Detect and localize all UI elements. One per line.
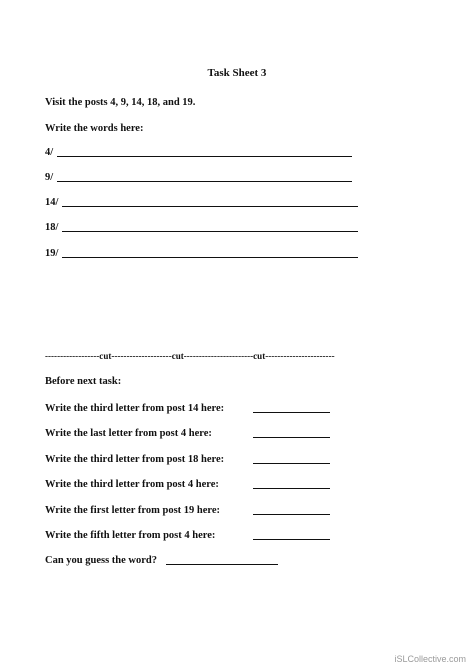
letter-task-text: Write the last letter from post 4 here: xyxy=(45,428,212,439)
letter-answer-line[interactable] xyxy=(253,539,330,540)
letter-task-text: Write the fifth letter from post 4 here: xyxy=(45,530,216,541)
post-number-label: 14/ xyxy=(45,197,59,208)
page-title: Task Sheet 3 xyxy=(207,67,267,79)
letter-answer-line[interactable] xyxy=(253,514,330,515)
before-next-task-label: Before next task: xyxy=(45,376,122,387)
visit-posts-instruction: Visit the posts 4, 9, 14, 18, and 19. xyxy=(45,97,196,108)
word-answer-line[interactable] xyxy=(62,206,358,207)
word-answer-line[interactable] xyxy=(62,257,358,258)
letter-task-text: Write the first letter from post 19 here: xyxy=(45,505,221,516)
word-answer-line[interactable] xyxy=(57,181,352,182)
post-number-label: 19/ xyxy=(45,248,59,259)
post-number-label: 18/ xyxy=(45,222,59,233)
letter-answer-line[interactable] xyxy=(253,412,330,413)
letter-answer-line[interactable] xyxy=(253,463,330,464)
guess-answer-line[interactable] xyxy=(166,564,278,565)
write-words-label: Write the words here: xyxy=(45,123,144,134)
word-answer-line[interactable] xyxy=(57,156,352,157)
letter-task-text: Write the third letter from post 4 here: xyxy=(45,479,219,490)
letter-answer-line[interactable] xyxy=(253,488,330,489)
cut-line: ------------------cut--------------------cut-----------------------cut----------------------- xyxy=(45,351,335,361)
guess-prompt: Can you guess the word? xyxy=(45,555,158,566)
letter-answer-line[interactable] xyxy=(253,437,330,438)
word-answer-line[interactable] xyxy=(62,231,358,232)
post-number-label: 9/ xyxy=(45,172,54,183)
letter-task-text: Write the third letter from post 14 here: xyxy=(45,403,225,414)
letter-task-text: Write the third letter from post 18 here: xyxy=(45,454,225,465)
site-watermark: iSLCollective.com xyxy=(394,654,466,664)
post-number-label: 4/ xyxy=(45,147,54,158)
